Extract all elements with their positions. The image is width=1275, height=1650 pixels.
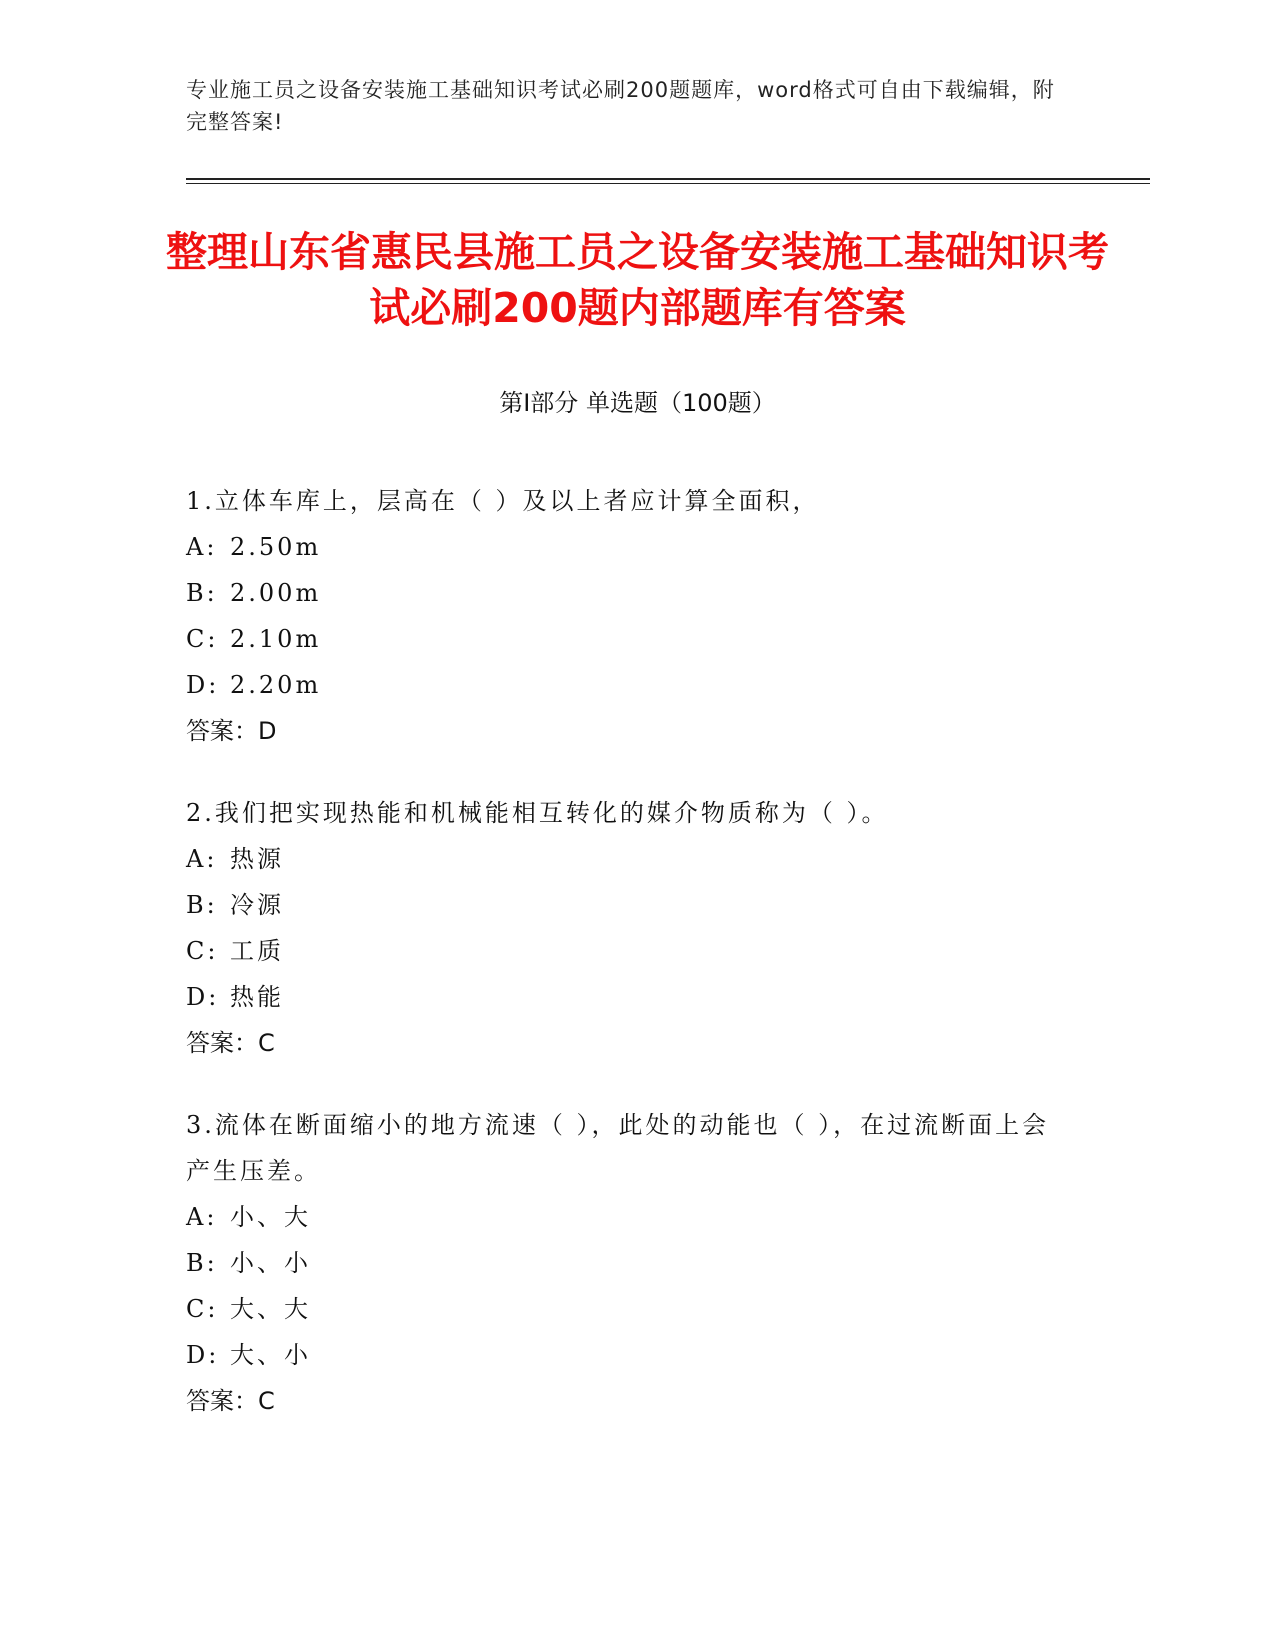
option-a <box>186 836 1066 882</box>
option-text: 热能 <box>230 983 284 1011</box>
option-text: 小、小 <box>230 1249 311 1277</box>
option-b <box>186 1240 1066 1286</box>
option-key: D: <box>186 983 220 1011</box>
option-a <box>186 524 1066 570</box>
option-c <box>186 616 1066 662</box>
option-text: 2.10m <box>230 625 322 653</box>
answer-label: 答案：D <box>186 717 277 745</box>
option-key: D: <box>186 671 220 699</box>
question-stem: 2.我们把实现热能和机械能相互转化的媒介物质称为（ ）。 <box>186 799 889 827</box>
option-b <box>186 882 1066 928</box>
option-key: C: <box>186 1295 219 1323</box>
header-note: 专业施工员之设备安装施工基础知识考试必刷200题题库，word格式可自由下载编辑，附完整答案! <box>186 78 1055 134</box>
section-heading: 第I部分 单选题（100题） <box>499 389 776 417</box>
option-text: 冷源 <box>230 891 284 919</box>
option-a <box>186 1194 1066 1240</box>
question-1 <box>186 478 1066 754</box>
option-text: 大、大 <box>230 1295 311 1323</box>
option-text: 大、小 <box>230 1341 311 1369</box>
document-title: 整理山东省惠民县施工员之设备安装施工基础知识考试必刷200题内部题库有答案 <box>166 228 1109 332</box>
option-key: B: <box>186 1249 218 1277</box>
answer-label: 答案：C <box>186 1387 275 1415</box>
option-text: 2.50m <box>230 533 322 561</box>
option-text: 工质 <box>230 937 284 965</box>
option-key: B: <box>186 579 218 607</box>
option-key: A: <box>186 845 218 873</box>
option-key: C: <box>186 937 219 965</box>
option-d <box>186 662 1066 708</box>
option-b <box>186 570 1066 616</box>
option-c <box>186 1286 1066 1332</box>
question-stem: 1.立体车库上，层高在（ ）及以上者应计算全面积， <box>186 487 820 515</box>
option-d <box>186 1332 1066 1378</box>
option-key: D: <box>186 1341 220 1369</box>
option-text: 2.20m <box>230 671 322 699</box>
option-text: 小、大 <box>230 1203 311 1231</box>
question-list <box>186 478 1066 1460</box>
question-3 <box>186 1102 1066 1424</box>
option-text: 热源 <box>230 845 284 873</box>
option-text: 2.00m <box>230 579 322 607</box>
question-2 <box>186 790 1066 1066</box>
option-key: C: <box>186 625 219 653</box>
question-stem: 3.流体在断面缩小的地方流速（ ），此处的动能也（ ），在过流断面上会产生压差。 <box>186 1111 1050 1185</box>
answer-label: 答案：C <box>186 1029 275 1057</box>
option-key: A: <box>186 1203 218 1231</box>
option-key: B: <box>186 891 218 919</box>
option-key: A: <box>186 533 218 561</box>
header-divider-thin <box>186 183 1150 184</box>
option-c <box>186 928 1066 974</box>
header-divider-thick <box>186 178 1150 180</box>
option-d <box>186 974 1066 1020</box>
